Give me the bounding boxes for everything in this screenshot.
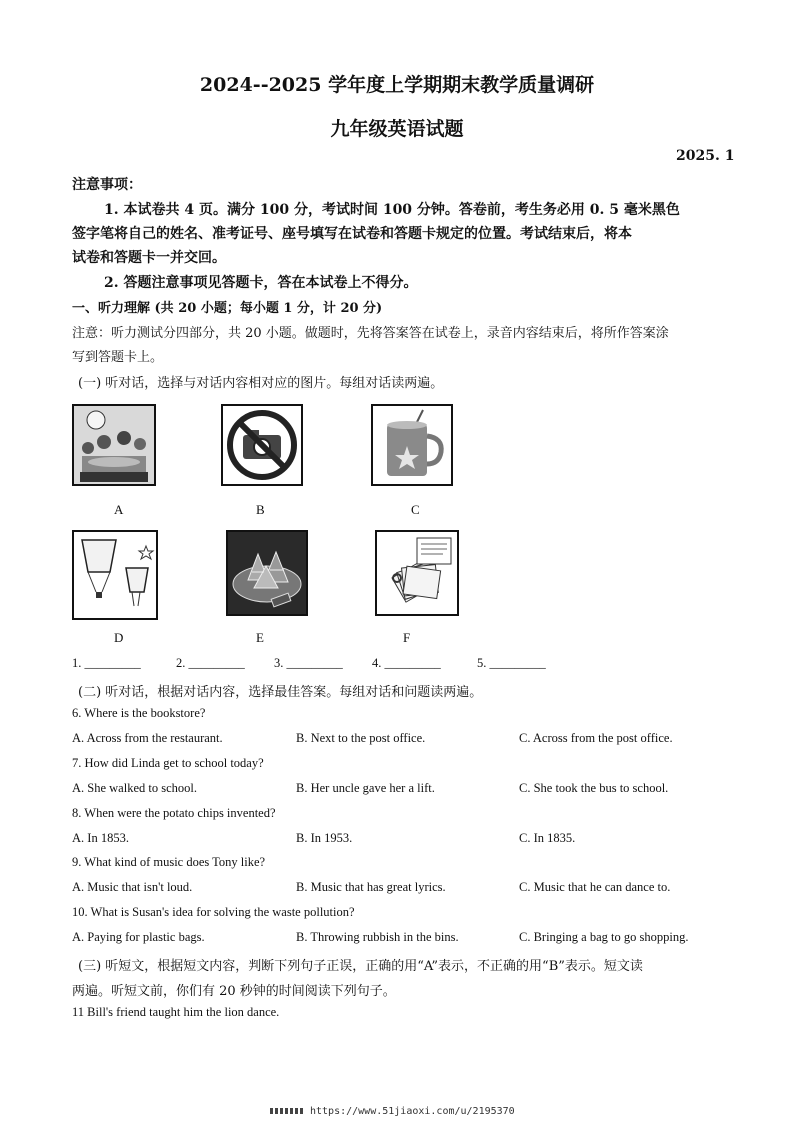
picture-f-vocabulary-cards — [375, 530, 459, 616]
listening-note-line-2: 写到答题卡上。 — [72, 350, 164, 365]
question-6-option-a[interactable]: A. Across from the restaurant. — [72, 731, 223, 745]
listening-note-line-1: 注意：听力测试分四部分，共 20 小题。做题时，先将答案答在试卷上，录音内容结束后，将所作答案涂 — [72, 326, 669, 341]
picture-b-label: B — [256, 502, 265, 517]
question-7-option-a[interactable]: A. She walked to school. — [72, 781, 197, 795]
answer-blank-2[interactable]: 2. _________ — [176, 656, 245, 670]
question-8-option-a[interactable]: A. In 1853. — [72, 831, 129, 845]
no-camera-icon — [223, 406, 301, 484]
question-10-option-b[interactable]: B. Throwing rubbish in the bins. — [296, 930, 459, 944]
question-8: 8. When were the potato chips invented? — [72, 806, 276, 820]
part-3-instruction-line-2: 两遍。听短文前，你们有 20 秒钟的时间阅读下列句子。 — [72, 984, 396, 999]
picture-c-label: C — [411, 502, 420, 517]
exam-date: 2025. 1 — [676, 148, 735, 164]
answer-blank-4[interactable]: 4. _________ — [372, 656, 441, 670]
vocabulary-cards-icon — [377, 532, 457, 614]
picture-a-family-dinner — [72, 404, 156, 486]
picture-f-label: F — [403, 630, 411, 645]
answer-blank-5[interactable]: 5. _________ — [477, 656, 546, 670]
logo-icon — [270, 1108, 304, 1114]
footer-url[interactable]: https://www.51jiaoxi.com/u/2195370 — [310, 1106, 515, 1117]
notice-item-1-line-2: 签字笔将自己的姓名、准考证号、座号填写在试卷和答题卡规定的位置。考试结束后，将本 — [72, 226, 632, 242]
question-9-option-a[interactable]: A. Music that isn't loud. — [72, 880, 193, 894]
question-6-option-c[interactable]: C. Across from the post office. — [519, 731, 673, 745]
question-6: 6. Where is the bookstore? — [72, 706, 206, 720]
notice-item-1-line-3: 试卷和答题卡一并交回。 — [72, 250, 226, 266]
picture-d-label: D — [114, 630, 124, 645]
star-mug-icon — [373, 406, 451, 484]
question-8-option-c[interactable]: C. In 1835. — [519, 831, 576, 845]
picture-b-no-camera — [221, 404, 303, 486]
section-1-heading: 一、听力理解 (共 20 小题；每小题 1 分，计 20 分) — [72, 301, 383, 316]
question-9-option-b[interactable]: B. Music that has great lyrics. — [296, 880, 446, 894]
picture-c-star-mug — [371, 404, 453, 486]
question-10: 10. What is Susan's idea for solving the waste pollution? — [72, 905, 355, 919]
exam-subtitle: 九年级英语试题 — [330, 118, 464, 140]
question-9: 9. What kind of music does Tony like? — [72, 855, 266, 869]
picture-e-zongzi — [226, 530, 308, 616]
exam-title: 2024--2025 学年度上学期期末教学质量调研 — [199, 74, 595, 96]
part-1-instruction: (一) 听对话，选择与对话内容相对应的图片。每组对话读两遍。 — [78, 376, 444, 391]
picture-d-sky-lanterns — [72, 530, 158, 620]
notice-item-2: 2. 答题注意事项见答题卡，答在本试卷上不得分。 — [104, 275, 418, 291]
answer-blank-1[interactable]: 1. _________ — [72, 656, 141, 670]
question-7: 7. How did Linda get to school today? — [72, 756, 264, 770]
question-10-option-a[interactable]: A. Paying for plastic bags. — [72, 930, 205, 944]
question-7-option-c[interactable]: C. She took the bus to school. — [519, 781, 669, 795]
question-6-option-b[interactable]: B. Next to the post office. — [296, 731, 426, 745]
question-10-option-c[interactable]: C. Bringing a bag to go shopping. — [519, 930, 689, 944]
picture-a-label: A — [114, 502, 124, 517]
sky-lanterns-icon — [74, 532, 156, 618]
part-3-instruction-line-1: (三) 听短文，根据短文内容，判断下列句子正误，正确的用“A”表示，不正确的用“B”表示。短文读 — [78, 959, 643, 974]
notice-item-1-line-1: 1. 本试卷共 4 页。满分 100 分，考试时间 100 分钟。答卷前，考生务必用 0. 5 毫米黑色 — [104, 202, 680, 218]
question-7-option-b[interactable]: B. Her uncle gave her a lift. — [296, 781, 435, 795]
picture-e-label: E — [256, 630, 264, 645]
footer-watermark — [270, 1106, 515, 1117]
question-8-option-b[interactable]: B. In 1953. — [296, 831, 353, 845]
zongzi-icon — [228, 532, 306, 614]
family-dinner-icon — [74, 406, 154, 484]
question-9-option-c[interactable]: C. Music that he can dance to. — [519, 880, 671, 894]
answer-blank-3[interactable]: 3. _________ — [274, 656, 343, 670]
part-2-instruction: (二) 听对话，根据对话内容，选择最佳答案。每组对话和问题读两遍。 — [78, 685, 483, 700]
notice-heading: 注意事项： — [72, 177, 142, 193]
question-11: 11 Bill's friend taught him the lion dance. — [72, 1005, 280, 1019]
